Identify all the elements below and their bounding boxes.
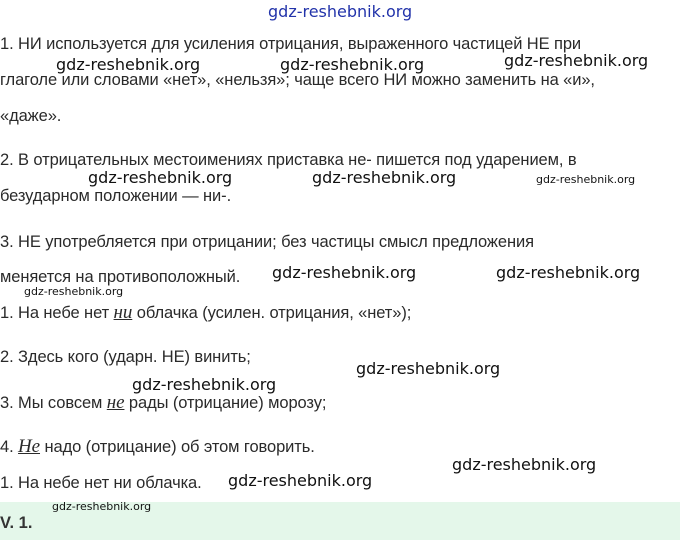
watermark: gdz-reshebnik.org: [504, 51, 649, 70]
example-4-pre: 4.: [0, 438, 19, 456]
example-4-highlight: Не: [18, 436, 41, 457]
example-1-pre: 1. На небе нет: [0, 304, 114, 322]
rule-line-2: глаголе или словами «нет», «нельзя»; чаще всего НИ можно заменить на «и»,: [0, 71, 595, 89]
rule-line-6: 3. НЕ употребляется при отрицании; без частицы смысл предложения: [0, 233, 534, 251]
example-4: [0, 436, 315, 458]
example-3: [0, 392, 326, 414]
answer-line: 1. На небе нет ни облачка.: [0, 474, 202, 492]
rule-line-4: 2. В отрицательных местоимениях приставка не- пишется под ударением, в: [0, 151, 577, 169]
example-1-post: облачка (усилен. отрицания, «нет»);: [132, 304, 412, 322]
rule-line-3: «даже».: [0, 107, 62, 125]
watermark: gdz-reshebnik.org: [280, 55, 425, 74]
example-4-post: надо (отрицание) об этом говорить.: [40, 438, 315, 456]
example-1-highlight: ни: [113, 302, 133, 323]
rule-line-1: 1. НИ используется для усиления отрицания, выраженного частицей НЕ при: [0, 35, 582, 53]
example-2: [0, 348, 251, 367]
section-title: V. 1.: [0, 514, 33, 532]
example-3-highlight: не: [106, 392, 125, 413]
watermark: gdz-reshebnik.org: [272, 263, 417, 282]
watermark: gdz-reshebnik.org: [24, 285, 124, 298]
rule-line-5: безударном положении — ни-.: [0, 187, 232, 205]
watermark: gdz-reshebnik.org: [88, 168, 233, 187]
example-2-pre: 2. Здесь кого (ударн. НЕ) винить;: [0, 348, 251, 366]
watermark: gdz-reshebnik.org: [536, 173, 636, 186]
example-1: [0, 302, 411, 324]
watermark: gdz-reshebnik.org: [452, 455, 597, 474]
watermark: gdz-reshebnik.org: [496, 263, 641, 282]
rule-line-7: меняется на противоположный.: [0, 268, 241, 286]
watermark: gdz-reshebnik.org: [356, 359, 501, 378]
watermark: gdz-reshebnik.org: [56, 55, 201, 74]
example-3-pre: 3. Мы совсем: [0, 394, 107, 412]
watermark-top: gdz-reshebnik.org: [268, 2, 413, 21]
watermark: gdz-reshebnik.org: [312, 168, 457, 187]
watermark: gdz-reshebnik.org: [228, 471, 373, 490]
watermark: gdz-reshebnik.org: [132, 375, 277, 394]
watermark: gdz-reshebnik.org: [52, 500, 152, 513]
example-3-post: рады (отрицание) морозу;: [124, 394, 327, 412]
